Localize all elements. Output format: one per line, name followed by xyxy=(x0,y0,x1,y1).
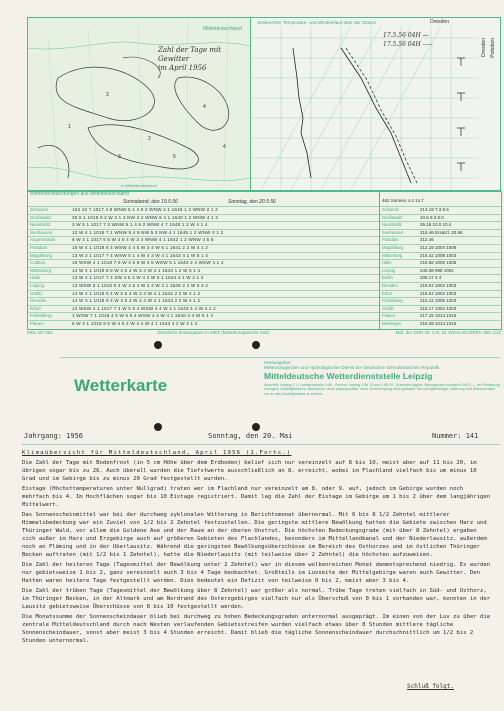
station-name: Plauen xyxy=(30,321,44,326)
punch-hole xyxy=(154,423,162,431)
station-name: Schwerin xyxy=(30,207,49,212)
thunderstorm-map xyxy=(27,17,251,191)
header-rule xyxy=(60,357,500,358)
aerology-note: 17.5.56 04H — xyxy=(383,32,429,39)
continuation-note: Schluß folgt. xyxy=(407,683,454,690)
side-values: 215.04 1004 1003 xyxy=(420,290,457,296)
station-name: Dresden xyxy=(30,298,47,304)
side-values: 217.15 1014 1016 xyxy=(420,313,457,319)
side-values: 212.19 1004 1006 xyxy=(420,245,457,250)
footer-right: Mdl. der DDR str. 2 N. 61 WDALIGUZERV 365 1/12 xyxy=(395,330,501,335)
side-station: Magdeburg xyxy=(382,245,404,250)
side-values: 214.19 7.3 9.6 xyxy=(420,207,449,212)
station-name: Erfurt xyxy=(30,305,41,311)
svg-text:4: 4 xyxy=(203,104,206,110)
footer-left: MDL-W/ 381 xyxy=(27,330,53,335)
side-values: 216.49 1014 1016 xyxy=(420,321,457,326)
station-values: 16 WSW 4 1 1018 7 6 W 4 5 8 W 4 5 WSW 5 1 1640 2 4 WSW 4 1 4 xyxy=(72,260,224,266)
issue-meta xyxy=(22,432,500,445)
side-station: Erfurt xyxy=(382,290,393,296)
station-values: 12 WSW 4 1 1017 7 4 W 5 5 4 WSW 4 4 W 4 1 1643 4 4 W 4 1 2 xyxy=(72,305,216,311)
map-footer: In Mitteldeutschland xyxy=(121,183,157,188)
aerology-legend-strip xyxy=(478,17,501,191)
side-station: Potsdam xyxy=(382,237,399,243)
station-values: 3 W 5 1 1017 7 3 WNW 5 1 4 9 2 WNW 4 7 1648 1 2 W 4 1 4 xyxy=(72,222,208,228)
side-station: Halle xyxy=(382,260,392,266)
handnote-line: Zahl der Tage mit Gewitter xyxy=(158,46,222,63)
station-name: Cottbus xyxy=(30,260,46,266)
station-values: 6 W 4 1 1017 6 5 W 4 5 4 W 3 4 WNW 4 1 1642 1 2 WNW 4 5 6 xyxy=(72,237,214,243)
side-values: 216.58 1000 1006 xyxy=(420,260,457,266)
side-values: 240.38 998 1002 xyxy=(420,267,454,273)
side-values: 215.46 Ersatzl. 20.56 xyxy=(420,229,463,235)
issue-date: Sonntag, den 20. Mai xyxy=(208,432,293,440)
observation-table xyxy=(27,191,380,330)
publisher-notes: Anschrift: Leipzig C 1, Lenbachstraße 14/8 · Fernruf: Leipzig 4 86 74 und 4 96 24 · Erscheint täglich. Bezugspreis monatlich DM 5,—, bei Postbezug zuzüglich Zustellgebühren. Nachdruck, auch auszugsweise, ohne Genehmigung nicht gestattet. Bei unregelmäßiger Lieferung sind Beschwerden nur an das Zustellpostamt zu richten. xyxy=(264,383,500,396)
side-values: 218.17 1004 1003 xyxy=(420,305,457,311)
chart-footer xyxy=(27,330,501,338)
station-values: 12 W 4 1 1018 7 1 WNW 5 4 8 NW 5 3 NW 4 1 1645 1 2 WNW 4 1 2 xyxy=(72,229,224,235)
article-paragraph: Die Zahl der trüben Tage (Tagesmittel der Bewölkung über 8 Zehntel) war größer als normal. Trübe Tage treten vielfach in Süd- und Osthorz, im Thüringer Becken, in der Altmark und am Nordrand des Osterzgebirges vielfach nur als Überschuß von 0 bis 1 vorhanden war, konnten in der Lausitz gebietsweise Überschüsse von 8 bis 10 festgestellt werden. xyxy=(22,587,491,610)
aerology-grid xyxy=(251,18,479,190)
svg-text:3: 3 xyxy=(118,154,121,160)
article-body xyxy=(22,450,492,648)
station-values: 104 10 ? 1017 4 8 WNW 5 1 4 9 2 WNW 4 1 1646 1 2 WNW 2 1 2 xyxy=(72,207,218,212)
side-station: Greifswald xyxy=(382,214,402,220)
article-paragraph: Die Zahl der heiteren Tage (Tagesmittel der Bewölkung unter 2 Zehntel) war in diesem wolkenreichen Monat dementsprechend niedrig. Es wurden nur gebietsweise 1 bis 2, ganz vereinzelt auch 3 bis 4 Tage beobachtet. Großteils im Luvseite der Mittelgebirge waren auch Gewitter. Den Hatten waren heitere Tage festgestellt worden. Dies bedeutet ein Defizit von teilweise 0 bis 2, meist aber 3 bis 4. xyxy=(22,561,491,584)
punch-hole xyxy=(154,341,162,349)
station-name: Potsdam xyxy=(30,245,48,250)
side-values: 25.19 10.0 10.4 xyxy=(420,222,452,228)
station-name: Leipzig xyxy=(30,283,44,288)
station-name: Neustrelitz xyxy=(30,222,51,228)
aerology-station: Dresden xyxy=(430,19,449,25)
svg-text:5: 5 xyxy=(173,154,176,160)
issue-number: Nummer: 141 xyxy=(432,432,479,440)
map-drawing xyxy=(28,18,250,190)
side-station: Leipzig xyxy=(382,267,396,273)
footer-center: Sämtliche Zeitangaben in MEZ (Mitteleuropäische Zeit) xyxy=(157,330,270,335)
article-paragraph: Die Zahl der Tage mit Bodenfrost (in 5 cm Höhe über dem Erdboden) belief sich nur vereinzelt auf 8 bis 10, meist aber auf 11 bis 20, im übrigen sogar bis zu 26. Auch überall wurden die Tiefstwerte ausschließlich an 8. erreicht, wobei im Flachland vielfach bis um minus 10 Grad und im Gebirge bis zu minus 20 Grad festgestellt wurden. xyxy=(22,460,477,483)
station-name: Angermünde xyxy=(30,237,56,243)
side-station: Wittenberg xyxy=(382,252,403,258)
table-row xyxy=(28,320,379,330)
article-heading: Klimaübersicht für Mitteldeutschland, April 1956 (1.Forts.) xyxy=(22,450,292,456)
side-station: Neustrelitz xyxy=(382,222,402,228)
side-station: Fichtelberg xyxy=(382,298,403,304)
aerology-title: Senkrechter Temperatur- und Windverlauf über der Station xyxy=(257,20,377,25)
article-paragraph: Die Monatssumme der Sonnenscheindauer blieb bei durchweg zu hohen Bedeckungsgraden unternormal ausgeprägt. Im einen von der Luv zu über die zentrale Mitteldeutschland durch nach Westen verlaufenden Gebietsstreifen wurden vielfach etwas über 8 Stunden mittlere tägliche Sonnenscheindauer, sonst aber meist 3 bis 4 Stunden erreicht. Damit blieb die tägliche Sonnenscheindauer durchschnittlich um 1/2 bis 2 Stunden unternormal. xyxy=(22,614,491,644)
side-values: 219.04 1004 1003 xyxy=(420,283,457,288)
legend-station: Dresden xyxy=(481,38,487,57)
side-station: Plauen xyxy=(382,313,396,319)
station-values: 15 W 4 1 1018 8 4 WSW 4 4 5 W 3 4 W 5 1 1641 2 2 W 4 1 2 xyxy=(72,245,209,250)
station-values: 13 W 3 1 1017 7 4 WSW 5 1 4 W 4 3 W 4 1 1643 4 1 W 5 1 4 xyxy=(72,252,209,258)
station-values: 13 WSW 3 1 1016 9 4 W 4 5 4 W 4 4 W 4 1 1645 2 4 W 5 4 4 xyxy=(72,283,209,288)
aerology-note: 17.5.56 04H ----- xyxy=(383,41,433,48)
side-values: 205.17 4 4 xyxy=(420,275,442,281)
side-table xyxy=(379,191,502,330)
svg-text:4: 4 xyxy=(223,144,226,150)
page-title: Wetterkarte xyxy=(74,376,168,395)
handnote-line: im April 1956 xyxy=(158,64,207,72)
side-station: Görlitz xyxy=(382,305,395,311)
article-paragraph: Eistage (Höchsttemperaturen unter Nullgrad) traten wer im Flachland nur vereinzelt am 8. oder 9. auf, jedoch im Gebirge wurden noch mehrfach bis 4. Im Hochflächen sogar bis 10 Eistage registriert. Damit lag die Zahl der Eistage im Gebirge um 1 bis 2 über dem langjährigen Mittelwert. xyxy=(22,486,491,509)
side-table-header: 462 Sonnen 4.4 14.7 xyxy=(382,198,424,203)
side-values: 212.46 xyxy=(420,237,434,243)
table-date: Sonntag, den 20.5.56 xyxy=(228,199,276,205)
table-date: Sonnabend, den 19.5.56 xyxy=(123,199,178,205)
punch-hole xyxy=(252,341,260,349)
station-name: Magdeburg xyxy=(30,252,53,258)
table-title: Wetterbeobachtungen aus Mitteldeutschland xyxy=(30,191,129,197)
aerology-chart xyxy=(250,17,480,191)
station-values: 6 W 4 1 1018 9 5 W 4 5 4 W 4 4 W 4 1 1643 4 2 W 4 1 2 xyxy=(72,321,198,326)
side-station: Seehausen xyxy=(382,229,404,235)
station-values: 13 W 4 1 1017 7 4 SW 4 5 4 W 4 4 W 5 1 1644 4 1 W 4 1 4 xyxy=(72,275,204,281)
station-name: Wittenberg xyxy=(30,267,52,273)
station-values: 30 5 1 1016 9 2 W 3 1 4 NW 4 2 WNW 6 4 1 1640 1 2 WNW 4 1 2 xyxy=(72,214,219,220)
side-station: Berlin xyxy=(382,275,393,281)
station-name: Halle xyxy=(30,275,41,281)
station-name: Seehausen xyxy=(30,229,53,235)
publisher-label: Herausgeber: xyxy=(264,360,292,365)
map-title: Mitteldeutschland xyxy=(203,26,242,32)
side-values: 10.6 9.3 9.0 xyxy=(420,214,444,220)
station-name: Greifswald xyxy=(30,214,51,220)
station-values: 14 W 4 1 1019 8 5 W 4 5 4 W 3 4 W 4 1 1643 1 2 W 5 1 4 xyxy=(72,267,201,273)
side-values: 216.12 1006 1003 xyxy=(420,298,457,304)
side-values: 216.42 1008 1003 xyxy=(420,252,457,258)
side-station: Meiningen xyxy=(382,321,402,326)
svg-text:1: 1 xyxy=(68,124,71,130)
issue-year: Jahrgang: 1956 xyxy=(24,432,84,440)
publisher-station: Mitteldeutsche Wetterdienststelle Leipzig xyxy=(264,371,433,381)
legend-station: Potsdam xyxy=(490,38,496,58)
map-handnote xyxy=(158,46,248,73)
station-values: 14 W 4 1 1018 8 4 W 5 5 4 W 3 4 W 4 1 1642 2 2 W 4 1 2 xyxy=(72,290,201,296)
publisher-block xyxy=(264,360,500,396)
station-name: Fichtelberg xyxy=(30,313,52,319)
station-values: 14 W 3 1 1018 9 4 W 4 5 4 W 4 4 W 4 1 1643 2 2 W 4 1 2 xyxy=(72,298,201,304)
svg-text:3: 3 xyxy=(106,92,109,98)
station-values: 1 WSW 7 1 1016 4 5 W 5 5 4 WSW 4 4 W 4 1 1640 4 4 W 5 1 4 xyxy=(72,313,214,319)
svg-text:2: 2 xyxy=(148,136,151,142)
punch-hole xyxy=(252,423,260,431)
station-name: Görlitz xyxy=(30,290,43,296)
side-row xyxy=(380,320,501,329)
side-station: Schwerin xyxy=(382,207,400,212)
publisher-name: Meteorologischer und Hydrologischer Dienst der Deutschen Demokratischen Republik xyxy=(264,365,440,370)
side-station: Dresden xyxy=(382,283,398,288)
article-paragraph: Das Sonnenscheinmittel war bei der durchweg zyklonalen Witterung in Berichtsmonat übernormal. Mit 6 bis 8 1/2 Zehntel mittlerer Himmelsbedeckung war ein Zuviel von 1/2 bis 2 Zehntel festzustellen. Die geringste mittlere Bewölkung hatten die Gebiete zwischen Harz und Thüringer Wald, vor allem die Goldene Aue und der Raum an der oberen Unstrut. Die höchsten Bedeckungsgrade (mit über 8 Zehntel) ergaben sich außer im Harz und Erzgebirge auch auf größeren Gebieten des Flachlandes, besonders im Mittellandkanal und der Niederlausitz, außerdem noch an Fläming und in der Uberlausitz. Während die geringsten Bewölkungsüberschüsse im Bereich des Osthorzes und im östlichen Thüringer Becken auftraten (mit 1/2 bis 1 Zehntel), hatte die Niederlausitz (mit teilweise über 2 Zehntel) die höchsten aufzuweisen. xyxy=(22,512,487,558)
